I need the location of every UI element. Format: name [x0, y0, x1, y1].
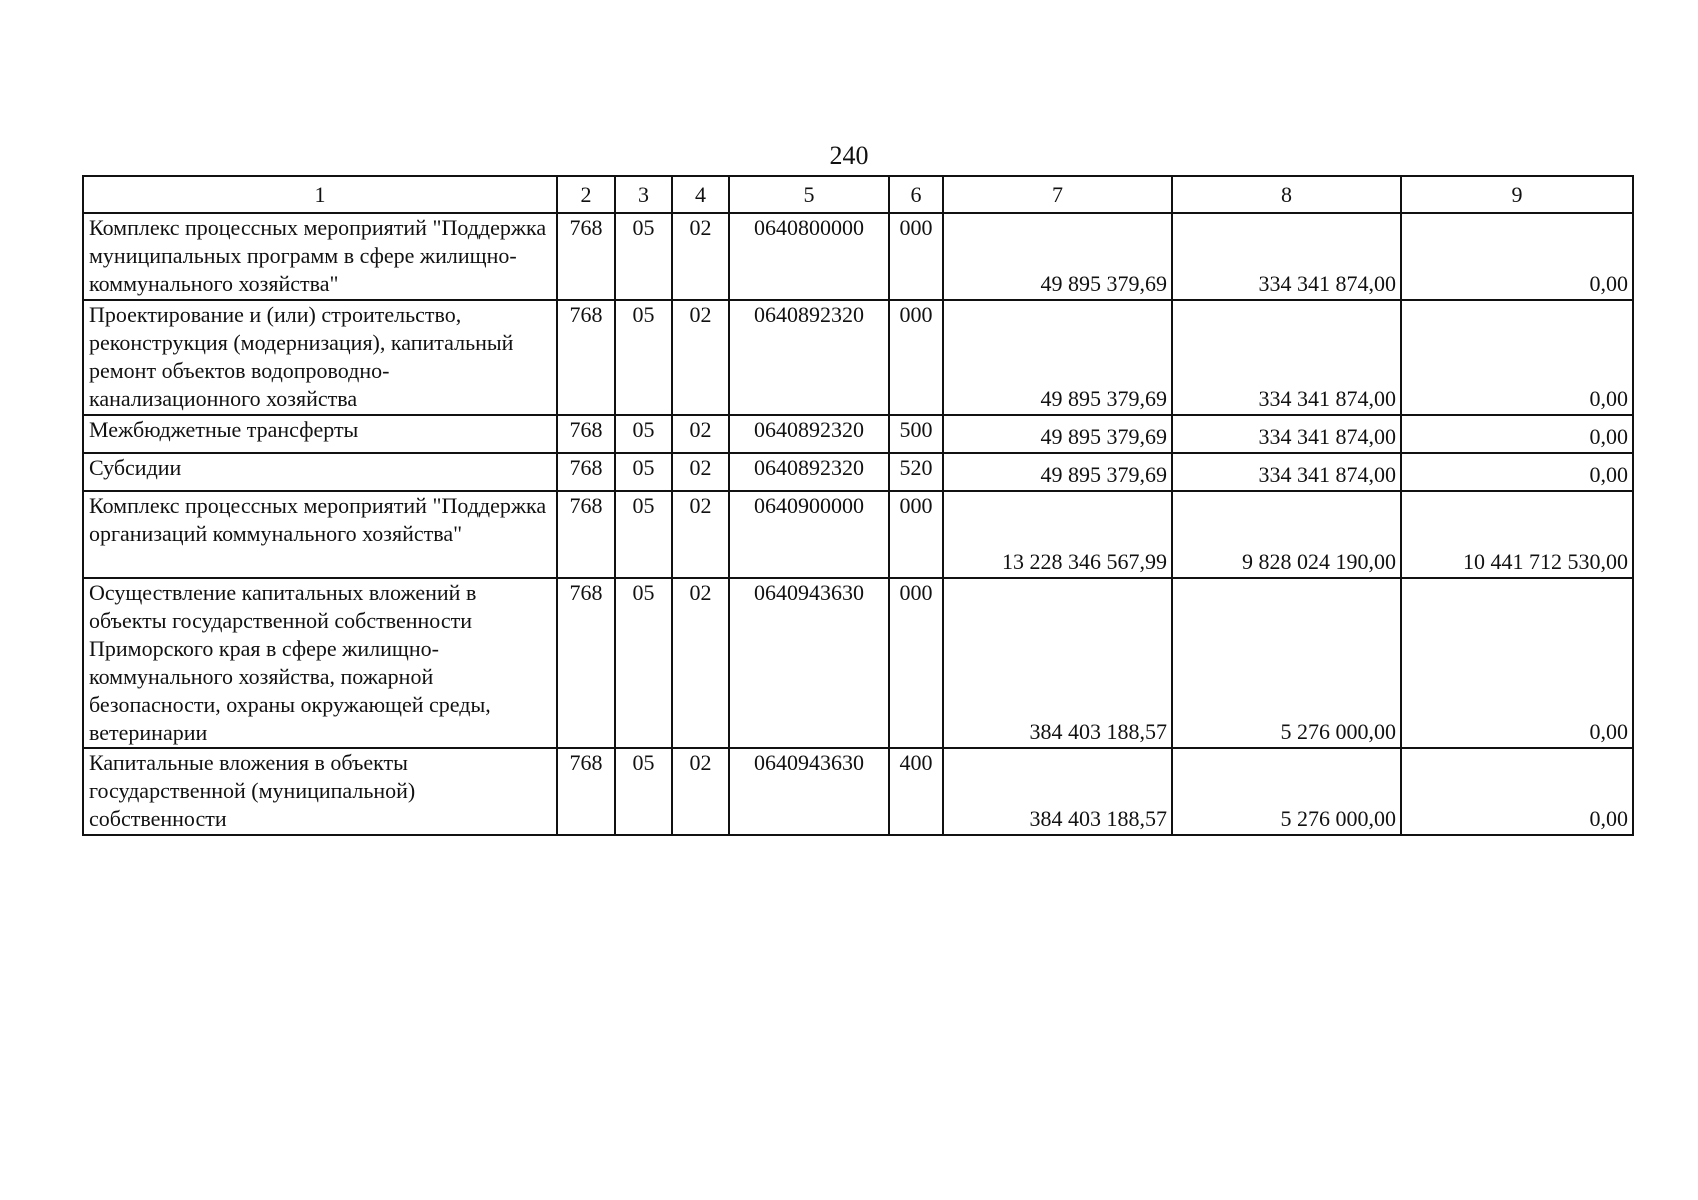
expense-type-code: 500 — [889, 415, 943, 453]
column-header: 1 — [83, 176, 557, 213]
target-article-code: 0640800000 — [729, 213, 889, 300]
column-header: 6 — [889, 176, 943, 213]
ministry-code: 768 — [557, 491, 615, 578]
expense-type-code: 000 — [889, 213, 943, 300]
row-name: Осуществление капитальных вложений в объекты государственной собственности Приморского края в сфере жилищно-коммунального хозяйства, пожарной безопасности, охраны окружающей среды, ветеринарии — [83, 578, 557, 748]
amount-col-8: 334 341 874,00 — [1172, 300, 1401, 415]
expense-type-code: 400 — [889, 748, 943, 835]
amount-col-9: 0,00 — [1401, 300, 1633, 415]
amount-col-7: 384 403 188,57 — [943, 578, 1172, 748]
amount-col-9: 10 441 712 530,00 — [1401, 491, 1633, 578]
ministry-code: 768 — [557, 300, 615, 415]
column-header: 8 — [1172, 176, 1401, 213]
row-name: Капитальные вложения в объекты государственной (муниципальной) собственности — [83, 748, 557, 835]
subsection-code: 02 — [672, 453, 729, 491]
amount-col-8: 5 276 000,00 — [1172, 578, 1401, 748]
expense-type-code: 000 — [889, 491, 943, 578]
ministry-code: 768 — [557, 415, 615, 453]
column-header: 9 — [1401, 176, 1633, 213]
amount-col-7: 384 403 188,57 — [943, 748, 1172, 835]
row-name: Субсидии — [83, 453, 557, 491]
table-row — [83, 453, 1633, 491]
row-name: Комплекс процессных мероприятий "Поддержка организаций коммунального хозяйства" — [83, 491, 557, 578]
target-article-code: 0640900000 — [729, 491, 889, 578]
amount-col-7: 13 228 346 567,99 — [943, 491, 1172, 578]
target-article-code: 0640892320 — [729, 300, 889, 415]
subsection-code: 02 — [672, 415, 729, 453]
column-header: 3 — [615, 176, 672, 213]
budget-table — [82, 175, 1634, 836]
page-number: 240 — [829, 141, 869, 170]
row-name: Межбюджетные трансферты — [83, 415, 557, 453]
target-article-code: 0640892320 — [729, 453, 889, 491]
expense-type-code: 000 — [889, 300, 943, 415]
table-row — [83, 578, 1633, 748]
column-header: 5 — [729, 176, 889, 213]
amount-col-7: 49 895 379,69 — [943, 415, 1172, 453]
amount-col-9: 0,00 — [1401, 415, 1633, 453]
subsection-code: 02 — [672, 578, 729, 748]
table-row — [83, 213, 1633, 300]
amount-col-9: 0,00 — [1401, 748, 1633, 835]
ministry-code: 768 — [557, 453, 615, 491]
amount-col-7: 49 895 379,69 — [943, 453, 1172, 491]
amount-col-8: 334 341 874,00 — [1172, 213, 1401, 300]
column-header: 2 — [557, 176, 615, 213]
target-article-code: 0640943630 — [729, 748, 889, 835]
ministry-code: 768 — [557, 213, 615, 300]
expense-type-code: 520 — [889, 453, 943, 491]
target-article-code: 0640892320 — [729, 415, 889, 453]
expense-type-code: 000 — [889, 578, 943, 748]
amount-col-7: 49 895 379,69 — [943, 300, 1172, 415]
table-row — [83, 748, 1633, 835]
row-name: Проектирование и (или) строительство, реконструкция (модернизация), капитальный ремонт объектов водопроводно-канализационного хозяйства — [83, 300, 557, 415]
column-header: 7 — [943, 176, 1172, 213]
amount-col-9: 0,00 — [1401, 213, 1633, 300]
table-row — [83, 300, 1633, 415]
amount-col-9: 0,00 — [1401, 453, 1633, 491]
section-code: 05 — [615, 491, 672, 578]
section-code: 05 — [615, 453, 672, 491]
section-code: 05 — [615, 578, 672, 748]
table-header-row — [83, 176, 1633, 213]
section-code: 05 — [615, 415, 672, 453]
amount-col-8: 334 341 874,00 — [1172, 415, 1401, 453]
table-row — [83, 415, 1633, 453]
table-row — [83, 491, 1633, 578]
subsection-code: 02 — [672, 748, 729, 835]
subsection-code: 02 — [672, 491, 729, 578]
subsection-code: 02 — [672, 213, 729, 300]
section-code: 05 — [615, 748, 672, 835]
amount-col-8: 9 828 024 190,00 — [1172, 491, 1401, 578]
row-name: Комплекс процессных мероприятий "Поддержка муниципальных программ в сфере жилищно-коммунального хозяйства" — [83, 213, 557, 300]
ministry-code: 768 — [557, 578, 615, 748]
column-header: 4 — [672, 176, 729, 213]
amount-col-8: 5 276 000,00 — [1172, 748, 1401, 835]
section-code: 05 — [615, 300, 672, 415]
amount-col-9: 0,00 — [1401, 578, 1633, 748]
ministry-code: 768 — [557, 748, 615, 835]
amount-col-8: 334 341 874,00 — [1172, 453, 1401, 491]
section-code: 05 — [615, 213, 672, 300]
target-article-code: 0640943630 — [729, 578, 889, 748]
subsection-code: 02 — [672, 300, 729, 415]
amount-col-7: 49 895 379,69 — [943, 213, 1172, 300]
